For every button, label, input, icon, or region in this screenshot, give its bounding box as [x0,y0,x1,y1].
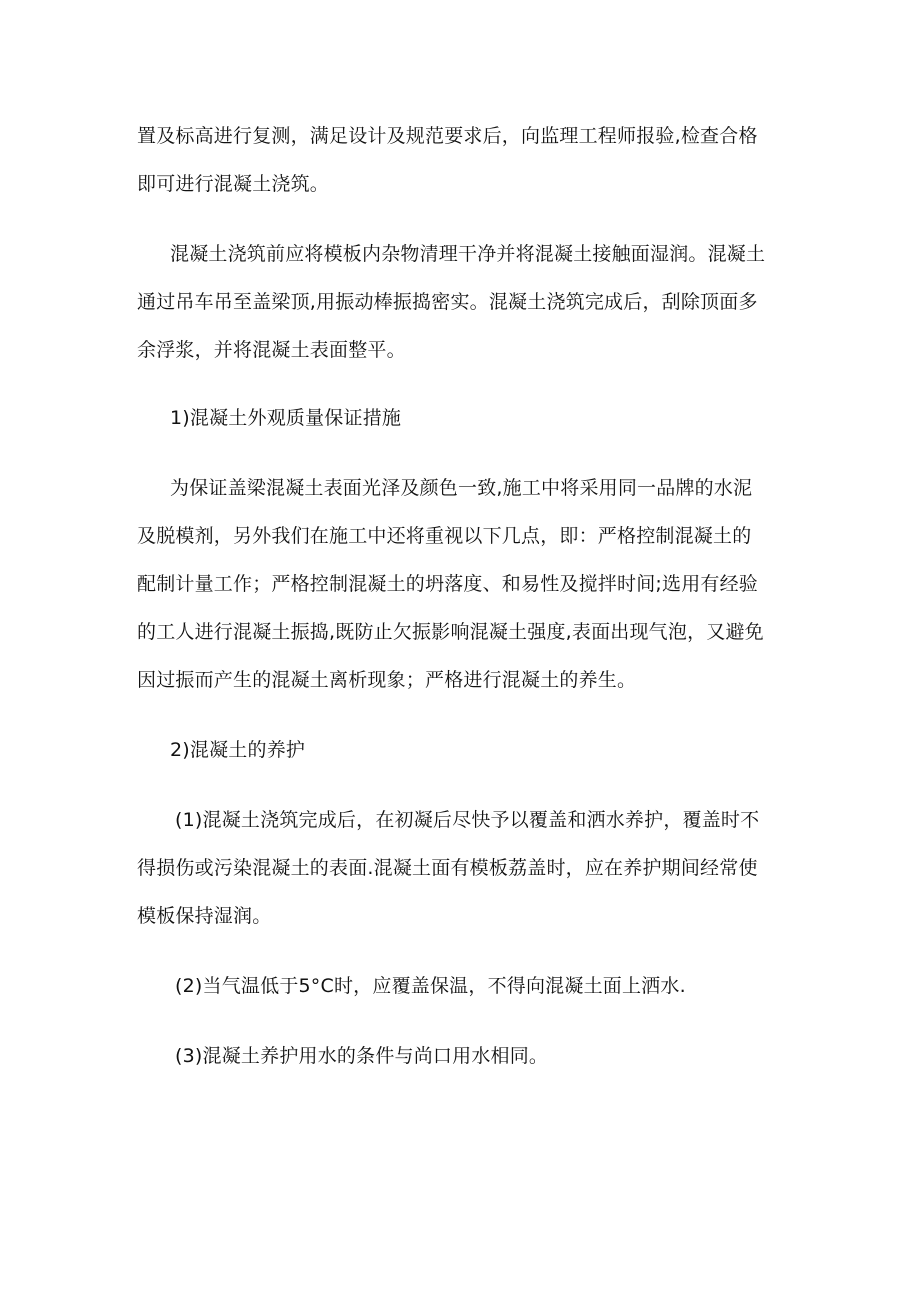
paragraph-3-line-5: 因过振而产生的混凝土离析现象；严格进行混凝土的养生。 [137,669,637,691]
paragraph-6-line-1: (3)混凝土养护用水的条件与尚口用水相同。 [175,1045,549,1067]
paragraph-2-line-3: 余浮浆，并将混凝土表面整平。 [137,339,406,361]
paragraph-4-line-2: 得损伤或污染混凝土的表面.混凝土面有模板荔盖时，应在养护期间经常使 [137,857,758,879]
paragraph-4-line-1: (1)混凝土浇筑完成后，在初凝后尽快予以覆盖和洒水养护，覆盖时不 [175,809,760,831]
paragraph-2-line-1: 混凝土浇筑前应将模板内杂物清理干净并将混凝土接触面湿润。混凝土 [170,243,766,265]
paragraph-4-line-3: 模板保持湿润。 [137,905,272,927]
paragraph-3-line-1: 为保证盖梁混凝土表面光泽及颜色一致,施工中将采用同一品牌的水泥 [170,477,753,499]
paragraph-2-line-2: 通过吊车吊至盖梁顶,用振动棒振捣密实。混凝土浇筑完成后，刮除顶面多 [137,291,758,313]
section-heading-1: 1)混凝土外观质量保证措施 [170,407,402,429]
paragraph-3-line-4: 的工人进行混凝土振捣,既防止欠振影响混凝土强度,表面出现气泡，又避免 [137,621,764,643]
paragraph-5-line-1: (2)当气温低于5°C时，应覆盖保温，不得向混凝土面上洒水. [175,975,686,997]
paragraph-1-line-2: 即可进行混凝土浇筑。 [137,173,330,195]
paragraph-1-line-1: 置及标高进行复测，满足设计及规范要求后，向监理工程师报验,检查合格 [137,125,758,147]
paragraph-3-line-3: 配制计量工作；严格控制混凝土的坍落度、和易性及搅拌时间;选用有经验 [137,573,759,595]
paragraph-3-line-2: 及脱模剂，另外我们在施工中还将重视以下几点，即：严格控制混凝土的 [137,525,752,547]
section-heading-2: 2)混凝土的养护 [170,739,306,761]
